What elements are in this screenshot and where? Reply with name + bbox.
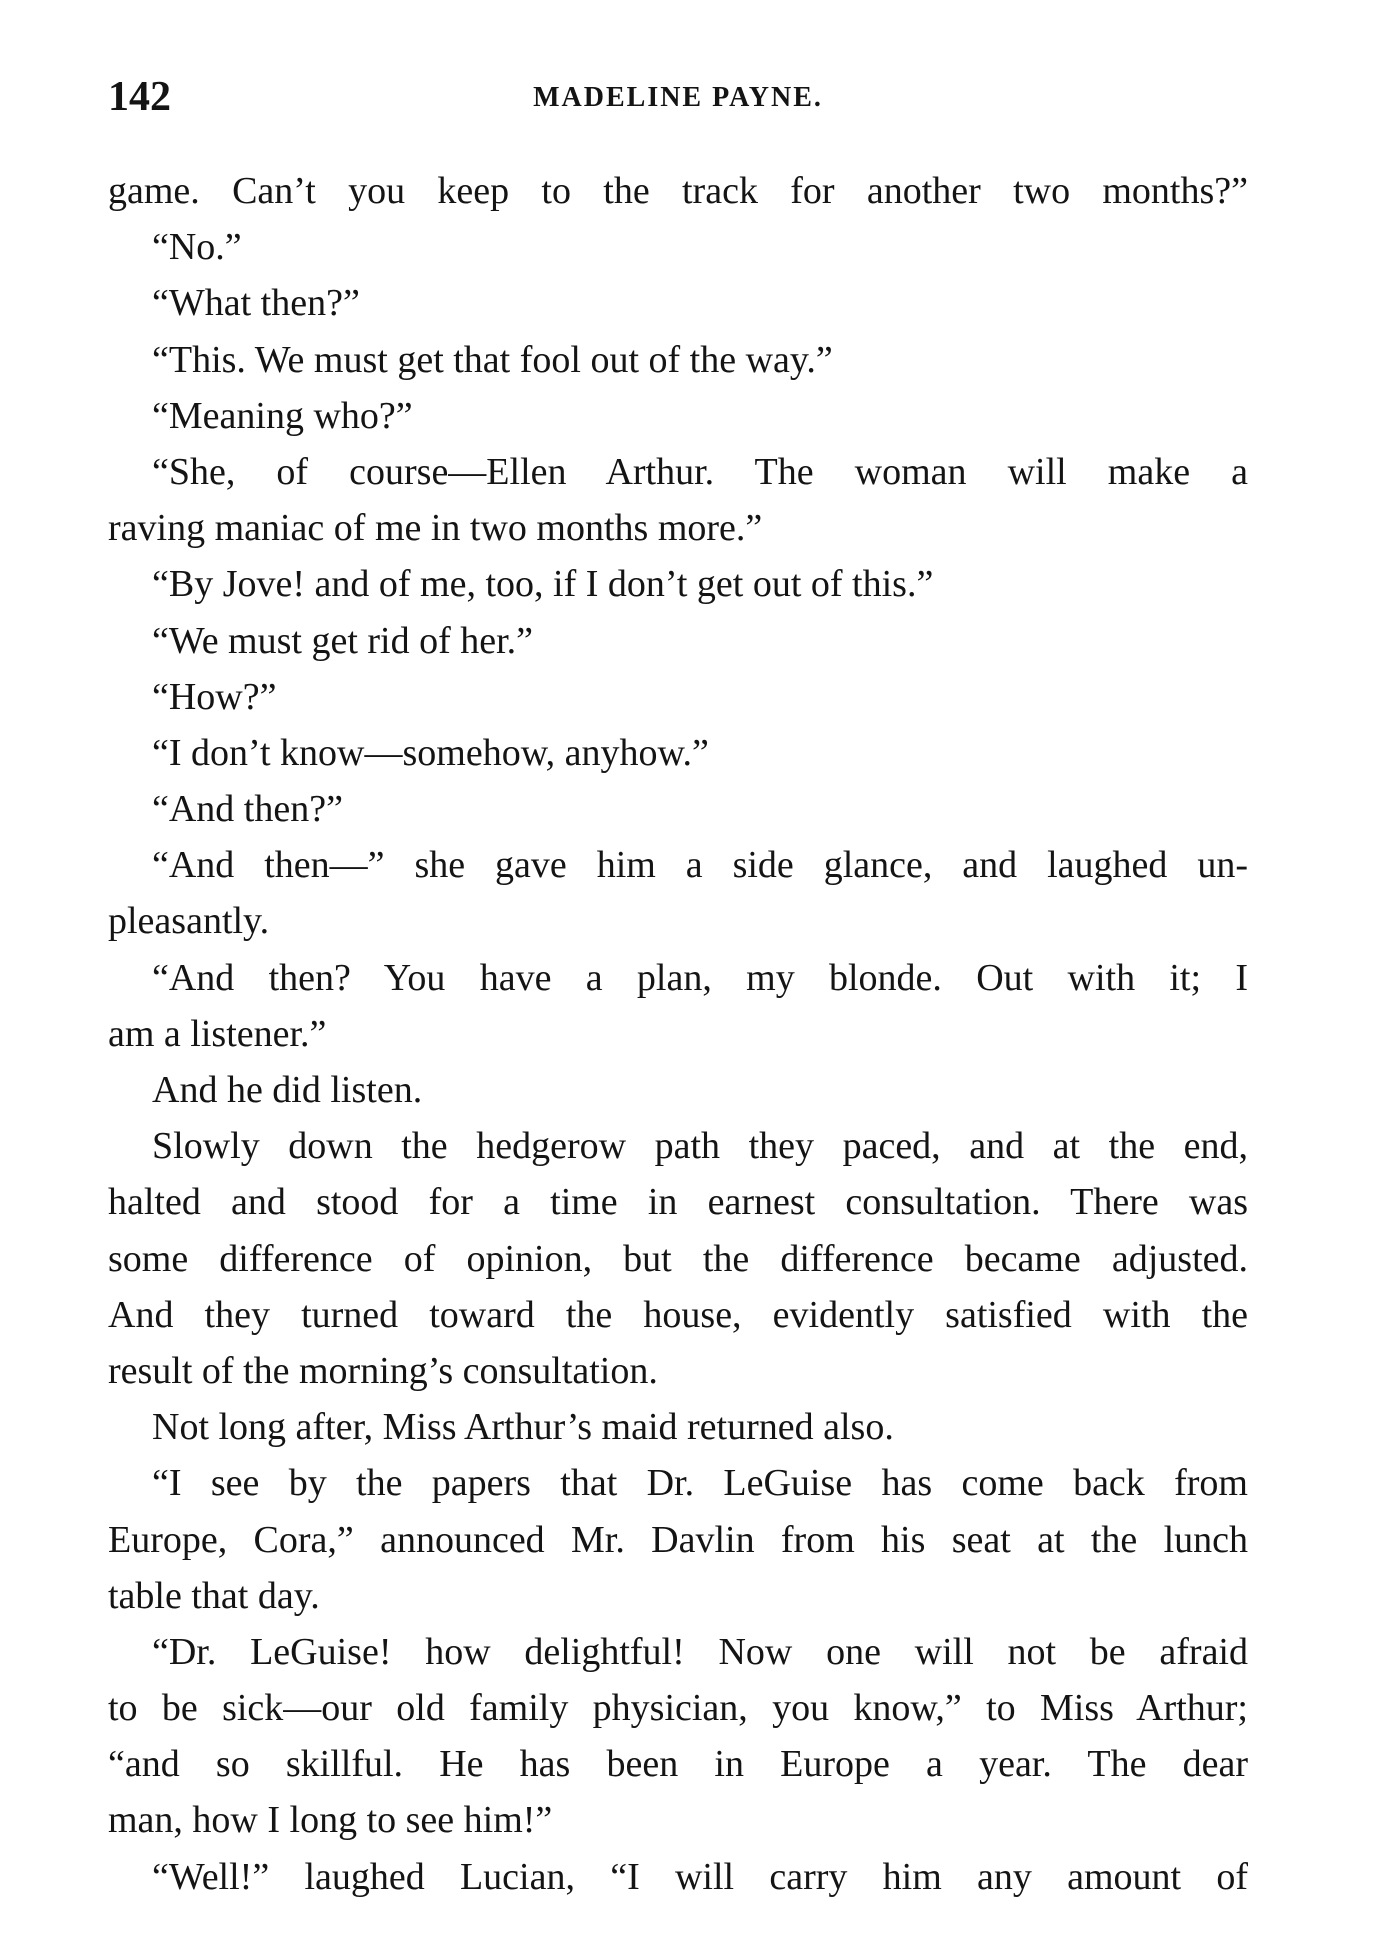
text-line: halted and stood for a time in earnest consultation. There was [108, 1181, 1248, 1224]
text-line: “She, of course—Ellen Arthur. The woman will make a [152, 450, 1248, 493]
page-header [108, 72, 1248, 122]
text-line: “Dr. LeGuise! how delightful! Now one will not be afraid [152, 1630, 1248, 1673]
text-line: “Well!” laughed Lucian, “I will carry him any amount of [152, 1855, 1248, 1898]
text-line: result of the morning’s consultation. [108, 1349, 658, 1392]
text-line: raving maniac of me in two months more.” [108, 507, 763, 550]
text-line: “And then? You have a plan, my blonde. Out with it; I [152, 956, 1248, 999]
text-line: game. Can’t you keep to the track for another two months?” [108, 170, 1248, 212]
running-title: MADELINE PAYNE. [533, 82, 823, 113]
page-number: 142 [108, 74, 171, 120]
text-line: “I don’t know—somehow, anyhow.” [152, 731, 709, 774]
text-line: “No.” [152, 226, 242, 269]
text-line: to be sick—our old family physician, you know,” to Miss Arthur; [108, 1687, 1248, 1730]
text-line: pleasantly. [108, 900, 270, 943]
text-line: “And then?” [152, 788, 343, 831]
text-line: table that day. [108, 1574, 320, 1617]
text-line: And they turned toward the house, evidently satisfied with the [108, 1293, 1248, 1336]
text-line: am a listener.” [108, 1012, 327, 1055]
text-line: some difference of opinion, but the difference became adjusted. [108, 1237, 1248, 1280]
text-line: “I see by the papers that Dr. LeGuise has come back from [152, 1462, 1248, 1505]
text-line: “We must get rid of her.” [152, 619, 534, 662]
text-line: “What then?” [152, 282, 360, 325]
text-line: “How?” [152, 675, 277, 718]
text-line: Europe, Cora,” announced Mr. Davlin from his seat at the lunch [108, 1518, 1248, 1561]
text-line: “Meaning who?” [152, 394, 413, 437]
text-line: “And then—” she gave him a side glance, and laughed un- [152, 844, 1248, 887]
body-text [108, 163, 1248, 1905]
text-line: Slowly down the hedgerow path they paced, and at the end, [152, 1125, 1248, 1168]
text-line: “and so skillful. He has been in Europe a year. The dear [108, 1743, 1248, 1786]
text-line: Not long after, Miss Arthur’s maid returned also. [152, 1406, 894, 1449]
text-line: “This. We must get that fool out of the way.” [152, 338, 833, 381]
text-line: And he did listen. [152, 1069, 423, 1111]
text-line: “By Jove! and of me, too, if I don’t get out of this.” [152, 563, 934, 606]
text-line: man, how I long to see him!” [108, 1799, 553, 1842]
